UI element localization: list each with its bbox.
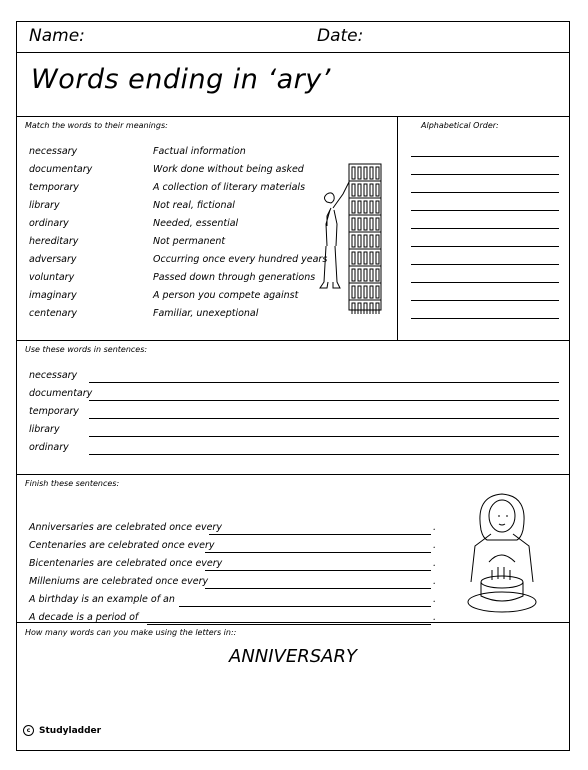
sentence-line[interactable] <box>89 454 559 455</box>
match-word: imaginary <box>29 290 77 301</box>
match-word: adversary <box>29 254 77 265</box>
name-label: Name: <box>29 26 85 46</box>
date-label: Date: <box>317 26 364 46</box>
letters-section <box>17 622 569 750</box>
match-word: voluntary <box>29 272 75 283</box>
answer-line[interactable] <box>411 192 559 193</box>
match-word: hereditary <box>29 236 79 247</box>
finish-prompt: Centenaries are celebrated once every <box>29 540 215 551</box>
sentence-line[interactable] <box>89 418 559 419</box>
answer-line[interactable] <box>411 300 559 301</box>
header-row <box>17 22 569 53</box>
anniversary-word: ANNIVERSARY <box>229 646 357 667</box>
letters-instruction: How many words can you make using the letters in:: <box>25 628 237 637</box>
birthday-cake-illustration <box>461 482 543 616</box>
match-meaning: Needed, essential <box>153 218 239 229</box>
match-word: temporary <box>29 182 79 193</box>
finish-prompt: A birthday is an example of an <box>29 594 175 605</box>
finish-line[interactable] <box>179 606 431 607</box>
match-instruction: Match the words to their meanings: <box>25 121 168 130</box>
match-word: necessary <box>29 146 78 157</box>
sentence-line[interactable] <box>89 400 559 401</box>
finish-prompt: Anniversaries are celebrated once every <box>29 522 222 533</box>
finish-section <box>17 474 569 623</box>
section-divider <box>397 116 398 340</box>
footer <box>23 725 101 736</box>
finish-prompt: Milleniums are celebrated once every <box>29 576 209 587</box>
sentence-line[interactable] <box>89 382 559 383</box>
copyright-icon: c <box>23 725 34 736</box>
finish-prompt: A decade is a period of <box>29 612 139 623</box>
finish-line[interactable] <box>209 534 431 535</box>
answer-line[interactable] <box>411 156 559 157</box>
match-word: documentary <box>29 164 93 175</box>
sentence-word: ordinary <box>29 442 69 453</box>
alphabetical-order-label: Alphabetical Order: <box>421 121 499 130</box>
page-title: Words ending in ‘ary’ <box>31 64 331 95</box>
answer-line[interactable] <box>411 264 559 265</box>
sentence-word: necessary <box>29 370 78 381</box>
match-meaning: A person you compete against <box>153 290 299 301</box>
finish-line[interactable] <box>205 588 431 589</box>
match-meaning: A collection of literary materials <box>153 182 306 193</box>
brand-name: Studyladder <box>39 725 102 736</box>
sentence-word: documentary <box>29 388 93 399</box>
answer-line[interactable] <box>411 318 559 319</box>
match-word: ordinary <box>29 218 69 229</box>
title-row <box>17 52 569 117</box>
period-mark: . <box>433 576 437 587</box>
match-meaning: Work done without being asked <box>153 164 304 175</box>
finish-line[interactable] <box>205 570 431 571</box>
sentences-section <box>17 340 569 475</box>
match-meaning: Not real, fictional <box>153 200 235 211</box>
match-meaning: Familiar, unexeptional <box>153 308 259 319</box>
bookshelf-illustration <box>313 158 385 314</box>
finish-instruction: Finish these sentences: <box>25 479 120 488</box>
match-meaning: Occurring once every hundred years <box>153 254 328 265</box>
period-mark: . <box>433 540 437 551</box>
answer-line[interactable] <box>411 210 559 211</box>
sentences-instruction: Use these words in sentences: <box>25 345 148 354</box>
answer-line[interactable] <box>411 246 559 247</box>
match-meaning: Passed down through generations <box>153 272 316 283</box>
period-mark: . <box>433 558 437 569</box>
match-word: library <box>29 200 60 211</box>
match-meaning: Factual information <box>153 146 246 157</box>
answer-line[interactable] <box>411 228 559 229</box>
match-meaning: Not permanent <box>153 236 226 247</box>
sentence-word: temporary <box>29 406 79 417</box>
match-word: centenary <box>29 308 78 319</box>
answer-line[interactable] <box>411 282 559 283</box>
finish-prompt: Bicentenaries are celebrated once every <box>29 558 223 569</box>
sentence-line[interactable] <box>89 436 559 437</box>
worksheet <box>16 21 570 751</box>
answer-line[interactable] <box>411 174 559 175</box>
finish-line[interactable] <box>205 552 431 553</box>
period-mark: . <box>433 612 437 623</box>
sentence-word: library <box>29 424 60 435</box>
period-mark: . <box>433 522 437 533</box>
period-mark: . <box>433 594 437 605</box>
match-section <box>17 116 569 341</box>
